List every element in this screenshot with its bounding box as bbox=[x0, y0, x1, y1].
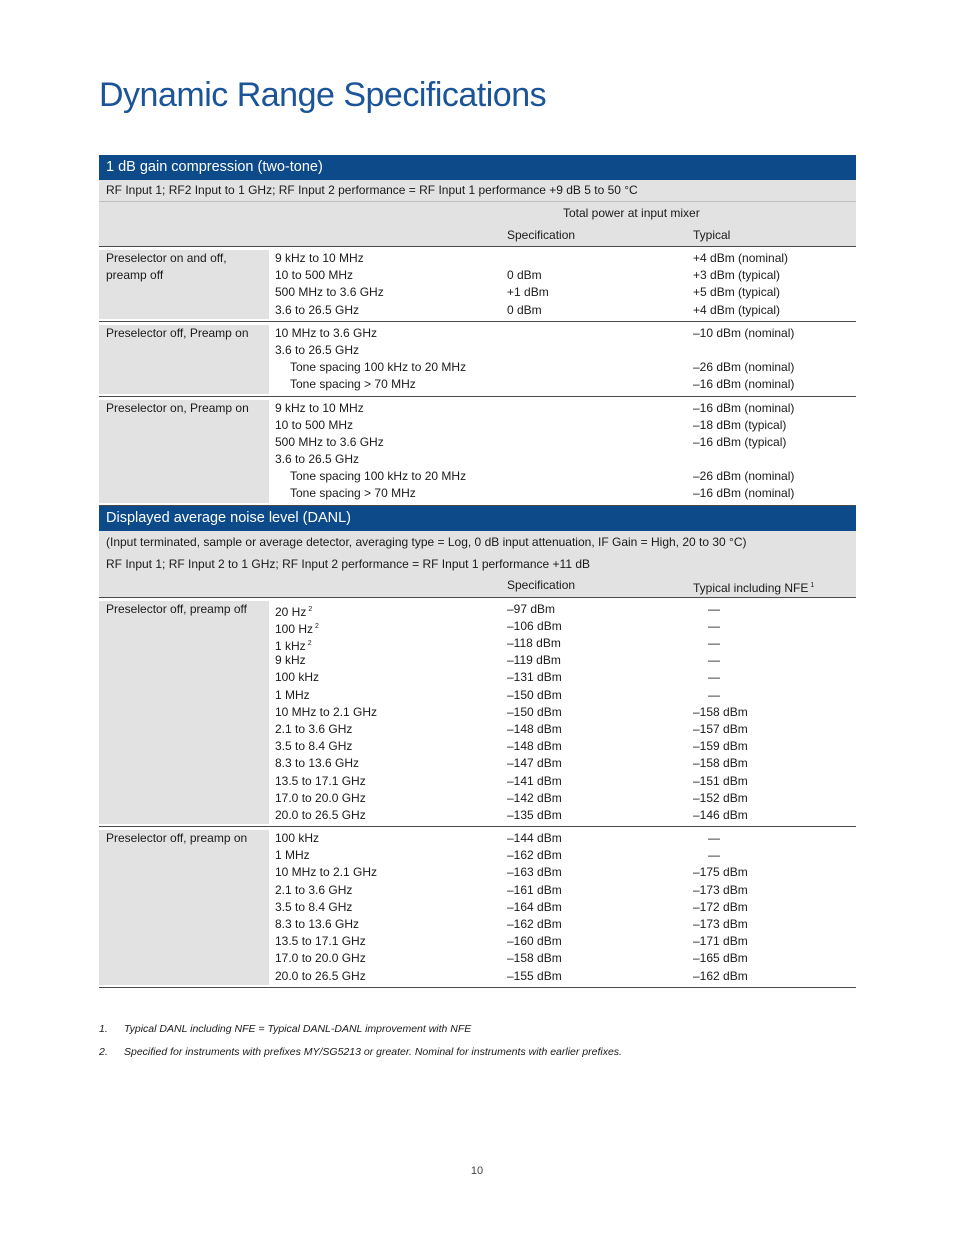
compression-col-spec: Specification bbox=[507, 228, 576, 242]
spec-value: –162 dBm bbox=[507, 848, 562, 863]
spec-value bbox=[507, 376, 693, 393]
frequency-range-text: 500 MHz to 3.6 GHz bbox=[275, 285, 384, 300]
spec-group bbox=[99, 827, 856, 988]
frequency-range bbox=[275, 755, 507, 772]
spec-value: 0 dBm bbox=[507, 302, 542, 317]
frequency-range bbox=[275, 847, 507, 864]
typical-column bbox=[693, 250, 856, 319]
spec-group bbox=[99, 247, 856, 322]
frequency-range-text: 1 MHz bbox=[275, 687, 310, 702]
typical-value: –18 dBm (typical) bbox=[693, 417, 787, 432]
spec-value: –97 dBm bbox=[507, 601, 556, 616]
spec-group bbox=[99, 598, 856, 827]
spec-value: –163 dBm bbox=[507, 865, 562, 880]
frequency-range-text: 13.5 to 17.1 GHz bbox=[275, 773, 366, 788]
frequency-range-text: 3.5 to 8.4 GHz bbox=[275, 899, 353, 914]
typical-value: — bbox=[708, 618, 720, 633]
group-label: Preselector off, Preamp on bbox=[99, 325, 269, 394]
spec-group bbox=[99, 322, 856, 397]
frequency-range-text: 17.0 to 20.0 GHz bbox=[275, 790, 366, 805]
footnote-ref: 2 bbox=[315, 622, 319, 630]
frequency-range-text: 13.5 to 17.1 GHz bbox=[275, 934, 366, 949]
danl-condition-1: (Input terminated, sample or average detector, averaging type = Log, 0 dB input attenuation, IF Gain = High, 20 to 30 °C) bbox=[99, 531, 856, 553]
frequency-range-text: 9 kHz bbox=[275, 653, 306, 668]
frequency-range bbox=[275, 250, 507, 267]
typical-value: –26 dBm (nominal) bbox=[693, 469, 795, 484]
spec-value bbox=[507, 250, 693, 267]
spec-value: –148 dBm bbox=[507, 721, 562, 736]
spec-value bbox=[507, 359, 693, 376]
typical-value: — bbox=[708, 653, 720, 668]
spec-value: –144 dBm bbox=[507, 831, 562, 846]
spec-value: –150 dBm bbox=[507, 704, 562, 719]
frequency-range-column bbox=[269, 250, 507, 319]
typical-value: –16 dBm (nominal) bbox=[693, 400, 795, 415]
frequency-range-text: 2.1 to 3.6 GHz bbox=[275, 882, 353, 897]
spec-value: –131 dBm bbox=[507, 670, 562, 685]
typical-value: –16 dBm (nominal) bbox=[693, 377, 795, 392]
group-label: Preselector off, preamp off bbox=[99, 601, 269, 824]
spec-value bbox=[507, 434, 693, 451]
frequency-range-text: 1 MHz bbox=[275, 848, 310, 863]
typical-value: +5 dBm (typical) bbox=[693, 285, 781, 300]
frequency-range bbox=[275, 468, 507, 485]
typical-value: –165 dBm bbox=[693, 951, 748, 966]
frequency-range bbox=[275, 807, 507, 824]
footnote-text: Specified for instruments with prefixes MY/SG5213 or greater. Nominal for instruments with earlier prefixes. bbox=[124, 1046, 622, 1058]
danl-groups bbox=[99, 598, 856, 988]
frequency-range-text: Tone spacing 100 kHz to 20 MHz bbox=[290, 469, 467, 484]
spec-value: +1 dBm bbox=[507, 285, 549, 300]
frequency-range bbox=[275, 933, 507, 950]
spec-value bbox=[507, 325, 693, 342]
frequency-range-column bbox=[269, 400, 507, 503]
frequency-range bbox=[275, 485, 507, 502]
frequency-range-text: 100 Hz bbox=[275, 621, 314, 636]
spec-value bbox=[507, 485, 693, 502]
compression-super-label: Total power at input mixer bbox=[563, 206, 700, 220]
typical-column bbox=[693, 400, 856, 503]
compression-col-typ: Typical bbox=[693, 228, 731, 242]
spec-value bbox=[507, 468, 693, 485]
typical-value bbox=[693, 451, 856, 468]
frequency-range bbox=[275, 601, 507, 618]
frequency-range-text: 10 MHz to 2.1 GHz bbox=[275, 704, 378, 719]
frequency-range bbox=[275, 916, 507, 933]
spec-value: –155 dBm bbox=[507, 968, 562, 983]
frequency-range-text: 500 MHz to 3.6 GHz bbox=[275, 434, 384, 449]
frequency-range-text: 3.6 to 26.5 GHz bbox=[275, 342, 360, 357]
frequency-range-text: 100 kHz bbox=[275, 670, 320, 685]
typical-value: –162 dBm bbox=[693, 968, 748, 983]
frequency-range bbox=[275, 899, 507, 916]
frequency-range-column bbox=[269, 601, 507, 824]
typical-value: +4 dBm (typical) bbox=[693, 302, 781, 317]
frequency-range-text: Tone spacing 100 kHz to 20 MHz bbox=[290, 360, 467, 375]
footnote-ref: 2 bbox=[308, 605, 313, 613]
frequency-range bbox=[275, 738, 507, 755]
frequency-range bbox=[275, 830, 507, 847]
spec-value: –142 dBm bbox=[507, 790, 562, 805]
frequency-range bbox=[275, 968, 507, 985]
frequency-range-text: 3.6 to 26.5 GHz bbox=[275, 302, 360, 317]
compression-column-header bbox=[99, 202, 856, 247]
frequency-range bbox=[275, 773, 507, 790]
frequency-range-text: 3.5 to 8.4 GHz bbox=[275, 739, 353, 754]
spec-value: 0 dBm bbox=[507, 268, 542, 283]
frequency-range bbox=[275, 687, 507, 704]
typical-value: –158 dBm bbox=[693, 756, 748, 771]
frequency-range bbox=[275, 359, 507, 376]
typical-value: –173 dBm bbox=[693, 917, 748, 931]
page-number: 10 bbox=[470, 1165, 484, 1177]
footnote-number: 1. bbox=[99, 1023, 108, 1035]
typical-value: –152 dBm bbox=[693, 790, 748, 805]
typical-value: +4 dBm (nominal) bbox=[693, 251, 789, 265]
spec-value: –147 dBm bbox=[507, 756, 562, 771]
typical-value: — bbox=[708, 601, 720, 616]
danl-condition-2: RF Input 1; RF Input 2 to 1 GHz; RF Input 2 performance = RF Input 1 performance +11 dB bbox=[99, 553, 856, 575]
spec-value bbox=[507, 417, 693, 434]
specification-column bbox=[507, 250, 693, 319]
group-label: Preselector on and off, preamp off bbox=[99, 250, 269, 319]
frequency-range-text: 100 kHz bbox=[275, 831, 320, 846]
frequency-range bbox=[275, 652, 507, 669]
specification-column bbox=[507, 400, 693, 503]
frequency-range bbox=[275, 882, 507, 899]
frequency-range bbox=[275, 284, 507, 301]
typical-value: –16 dBm (typical) bbox=[693, 434, 787, 449]
specification-column bbox=[507, 830, 693, 985]
spec-value: –141 dBm bbox=[507, 773, 562, 788]
frequency-range-text: 17.0 to 20.0 GHz bbox=[275, 951, 366, 966]
group-label: Preselector on, Preamp on bbox=[99, 400, 269, 503]
typical-value: — bbox=[708, 636, 720, 650]
frequency-range-text: 9 kHz to 10 MHz bbox=[275, 400, 364, 415]
specification-column bbox=[507, 601, 693, 824]
typical-value bbox=[693, 342, 856, 359]
group-label: Preselector off, preamp on bbox=[99, 830, 269, 985]
footnote-text: Typical DANL including NFE = Typical DANL-DANL improvement with NFE bbox=[124, 1023, 472, 1035]
frequency-range bbox=[275, 302, 507, 319]
frequency-range bbox=[275, 417, 507, 434]
frequency-range bbox=[275, 342, 507, 359]
frequency-range bbox=[275, 864, 507, 881]
spec-value: –160 dBm bbox=[507, 934, 562, 949]
typical-value: –173 dBm bbox=[693, 882, 748, 897]
typical-value: +3 dBm (typical) bbox=[693, 268, 781, 283]
footnote-number: 2. bbox=[99, 1046, 108, 1058]
spec-group bbox=[99, 397, 856, 506]
specification-column bbox=[507, 325, 693, 394]
frequency-range-text: 10 MHz to 2.1 GHz bbox=[275, 865, 378, 880]
typical-value: — bbox=[708, 687, 720, 702]
typical-value: –172 dBm bbox=[693, 899, 748, 914]
frequency-range-text: 20.0 to 26.5 GHz bbox=[275, 968, 366, 983]
spec-value bbox=[507, 451, 693, 468]
frequency-range-text: 8.3 to 13.6 GHz bbox=[275, 756, 360, 771]
footnote-ref: 2 bbox=[307, 640, 312, 647]
spec-value: –161 dBm bbox=[507, 882, 562, 897]
danl-col-typ-text: Typical including NFE bbox=[693, 580, 809, 595]
frequency-range bbox=[275, 704, 507, 721]
frequency-range-text: 10 MHz to 3.6 GHz bbox=[275, 325, 378, 340]
frequency-range bbox=[275, 950, 507, 967]
spec-value: –164 dBm bbox=[507, 899, 562, 914]
frequency-range-text: 1 kHz bbox=[275, 639, 306, 653]
frequency-range-text: 2.1 to 3.6 GHz bbox=[275, 721, 353, 736]
frequency-range-column bbox=[269, 830, 507, 985]
typical-column bbox=[693, 601, 856, 824]
frequency-range bbox=[275, 790, 507, 807]
frequency-range bbox=[275, 434, 507, 451]
typical-value: –16 dBm (nominal) bbox=[693, 486, 795, 501]
danl-col-spec: Specification bbox=[507, 577, 576, 592]
typical-column bbox=[693, 830, 856, 985]
typical-value: — bbox=[708, 831, 720, 846]
frequency-range bbox=[275, 618, 507, 635]
frequency-range bbox=[275, 451, 507, 468]
danl-col-typ-footnote-ref: 1 bbox=[810, 581, 815, 589]
frequency-range bbox=[275, 376, 507, 393]
frequency-range bbox=[275, 721, 507, 738]
spec-value: –162 dBm bbox=[507, 917, 562, 931]
frequency-range-text: Tone spacing > 70 MHz bbox=[290, 377, 416, 392]
typical-value: –159 dBm bbox=[693, 739, 748, 754]
spec-value: –150 dBm bbox=[507, 687, 562, 702]
spec-tables bbox=[99, 155, 856, 988]
frequency-range bbox=[275, 400, 507, 417]
spec-value bbox=[507, 342, 693, 359]
typical-value: –175 dBm bbox=[693, 865, 748, 880]
typical-value: –10 dBm (nominal) bbox=[693, 325, 795, 340]
frequency-range-text: 9 kHz to 10 MHz bbox=[275, 251, 364, 265]
frequency-range-text: 8.3 to 13.6 GHz bbox=[275, 917, 360, 931]
typical-column bbox=[693, 325, 856, 394]
danl-section-header: Displayed average noise level (DANL) bbox=[99, 506, 856, 531]
typical-value: –26 dBm (nominal) bbox=[693, 360, 795, 375]
frequency-range-column bbox=[269, 325, 507, 394]
frequency-range-text: 20.0 to 26.5 GHz bbox=[275, 807, 366, 822]
spec-value bbox=[507, 400, 693, 417]
frequency-range bbox=[275, 635, 507, 652]
spec-value: –148 dBm bbox=[507, 739, 562, 754]
frequency-range bbox=[275, 669, 507, 686]
danl-column-header bbox=[99, 575, 856, 598]
frequency-range-text: 3.6 to 26.5 GHz bbox=[275, 452, 360, 467]
spec-value: –158 dBm bbox=[507, 951, 562, 966]
compression-section-header: 1 dB gain compression (two-tone) bbox=[99, 155, 856, 180]
frequency-range-text: 10 to 500 MHz bbox=[275, 268, 354, 283]
frequency-range-text: 10 to 500 MHz bbox=[275, 417, 354, 432]
spec-value: –106 dBm bbox=[507, 618, 562, 633]
danl-col-typ bbox=[693, 577, 814, 597]
typical-value: –171 dBm bbox=[693, 934, 748, 949]
spec-value: –119 dBm bbox=[507, 653, 561, 668]
frequency-range bbox=[275, 267, 507, 284]
typical-value: –157 dBm bbox=[693, 721, 748, 736]
compression-condition: RF Input 1; RF2 Input to 1 GHz; RF Input 2 performance = RF Input 1 performance +9 dB 5 to 50 °C bbox=[99, 180, 856, 202]
frequency-range bbox=[275, 325, 507, 342]
typical-value: — bbox=[708, 848, 720, 863]
spec-value: –118 dBm bbox=[507, 636, 561, 650]
compression-groups bbox=[99, 247, 856, 506]
page-title: Dynamic Range Specifications bbox=[99, 76, 547, 114]
typical-value: –146 dBm bbox=[693, 807, 748, 822]
typical-value: –151 dBm bbox=[693, 773, 748, 788]
typical-value: — bbox=[708, 670, 720, 685]
typical-value: –158 dBm bbox=[693, 704, 748, 719]
frequency-range-text: Tone spacing > 70 MHz bbox=[290, 486, 416, 501]
spec-value: –135 dBm bbox=[507, 807, 562, 822]
frequency-range-text: 20 Hz bbox=[275, 604, 307, 619]
